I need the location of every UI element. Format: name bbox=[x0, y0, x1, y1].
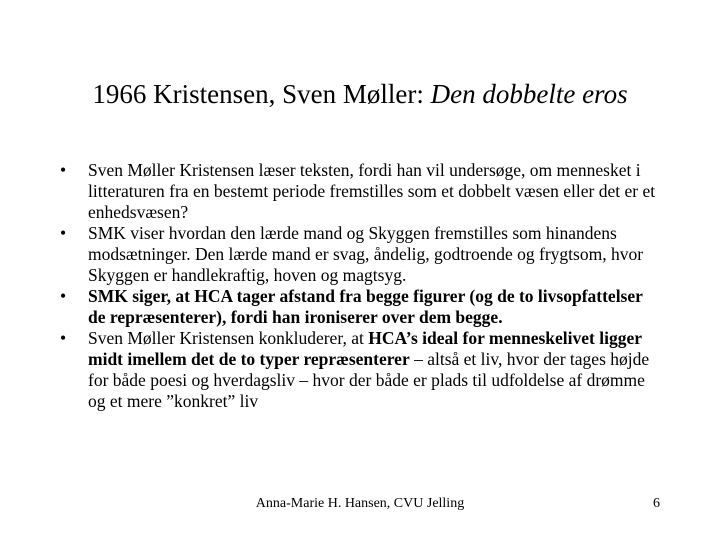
slide-title bbox=[0, 76, 720, 112]
bullet-text-c: – altså et liv, hvor der tages højde for både poesi og hverdagsliv – hvor der både er plads til udfoldelse af drømme og et mere ”konkret” liv bbox=[88, 349, 650, 411]
bullet-dot: • bbox=[60, 223, 67, 243]
bullet-text-a: Sven Møller Kristensen konkluderer, at bbox=[88, 328, 369, 348]
bullet-text: SMK siger, at HCA tager afstand fra begge figurer (og de to livsopfattelser de repræsenterer), fordi han ironiserer over dem begge. bbox=[88, 286, 643, 327]
bullet-list bbox=[60, 160, 660, 412]
bullet-item bbox=[60, 160, 660, 223]
bullet-text: Sven Møller Kristensen læser teksten, fordi han vil undersøge, om mennesket i litteraturen fra en bestemt periode fremstilles som et dobbelt væsen eller det er et enhedsvæsen? bbox=[88, 160, 656, 222]
bullet-item bbox=[60, 328, 660, 412]
page-number: 6 bbox=[653, 496, 660, 511]
slide-footer: Anna-Marie H. Hansen, CVU Jelling bbox=[255, 496, 465, 511]
bullet-dot: • bbox=[60, 286, 67, 306]
bullet-text-bold: HCA’s ideal for menneskelivet ligger midt imellem det de to typer repræsenterer bbox=[88, 328, 642, 369]
bullet-item bbox=[60, 223, 660, 286]
bullet-item bbox=[60, 286, 660, 328]
title-author: 1966 Kristensen, Sven Møller: bbox=[92, 79, 431, 109]
bullet-dot: • bbox=[60, 160, 67, 180]
title-work: Den dobbelte eros bbox=[430, 79, 628, 109]
bullet-dot: • bbox=[60, 328, 67, 348]
bullet-text: SMK viser hvordan den lærde mand og Skyggen fremstilles som hinandens modsætninger. Den lærde mand er svag, åndelig, godtroende og frygtsom, hvor Skyggen er handlekraftig, hoven og magtsyg. bbox=[88, 223, 644, 285]
